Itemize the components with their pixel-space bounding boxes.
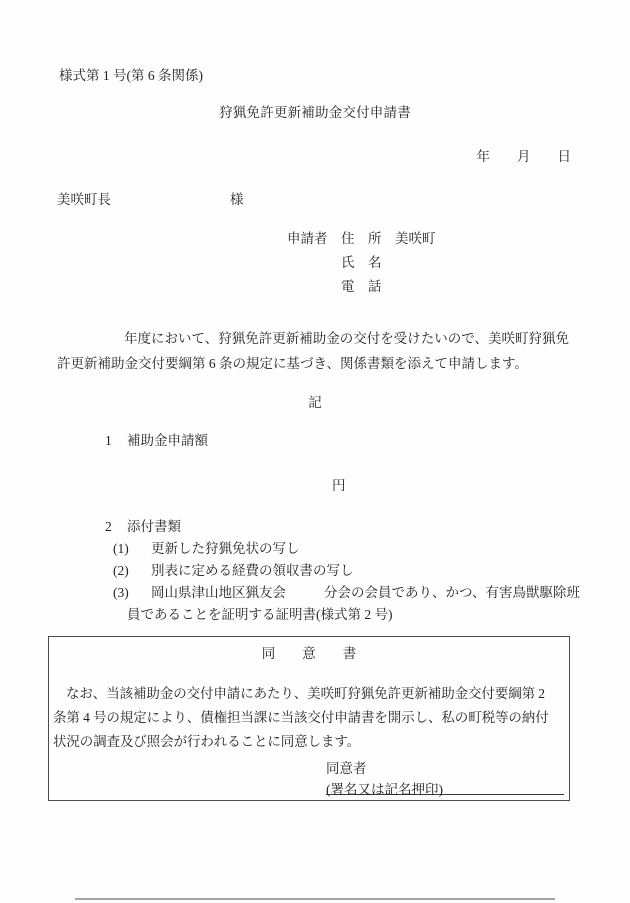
branch-name-blank — [286, 582, 324, 604]
applicant-address-row: 申請者 住 所 美咲町 — [287, 231, 436, 246]
attachment-row-1 — [113, 538, 580, 560]
consent-box — [48, 636, 570, 801]
attachment1-number: (1) — [113, 541, 129, 556]
signature-note: (署名又は記名押印) — [326, 782, 443, 797]
consent-signer-label: 同意者 — [326, 761, 367, 776]
attachment-row-2 — [113, 560, 580, 582]
document-title: 狩猟免許更新補助金交付申請書 — [219, 105, 411, 120]
attachment3-continuation: 員であることを証明する証明書(様式第 2 号) — [127, 607, 393, 622]
item1-number: 1 — [105, 433, 112, 448]
consent-line2: 条第 4 号の規定により、債権担当課に当該交付申請書を開示し、私の町税等の納付 — [53, 710, 549, 725]
attachment3-text-association: 岡山県津山地区猟友会 — [151, 585, 286, 600]
signature-line — [326, 778, 564, 795]
request-paragraph-line1: 年度において、狩猟免許更新補助金の交付を受けたいので、美咲町狩猟免 — [124, 331, 569, 346]
attachment2-text: 別表に定める経費の領収書の写し — [151, 563, 354, 578]
form-number: 様式第 1 号(第 6 条関係) — [59, 68, 203, 83]
item-subsidy-amount — [105, 429, 208, 449]
applicant-phone-row: 電 話 — [341, 279, 382, 294]
page-edge-scan-line — [75, 898, 555, 900]
item1-label: 補助金申請額 — [127, 433, 208, 448]
attachment2-number: (2) — [113, 563, 129, 578]
item2-label: 添付書類 — [127, 519, 181, 534]
item2-number: 2 — [105, 519, 112, 534]
record-marker: 記 — [308, 395, 322, 410]
attachment-row-3 — [113, 582, 580, 604]
attachment1-text: 更新した狩猟免状の写し — [151, 541, 300, 556]
consent-line3: 状況の調査及び照会が行われることに同意します。 — [53, 734, 361, 749]
item-attachments — [105, 515, 181, 535]
request-paragraph — [57, 326, 597, 376]
consent-line1: なお、当該補助金の交付申請にあたり、美咲町狩猟免許更新補助金交付要綱第 2 — [66, 686, 545, 701]
attachment-list — [113, 538, 580, 626]
consent-body — [49, 682, 569, 754]
attachment3-text-member: 分会の会員であり、かつ、有害鳥獣駆除班 — [324, 585, 580, 600]
addressee-name: 美咲町長 — [57, 192, 111, 207]
attachment3-number: (3) — [113, 585, 129, 600]
consent-title: 同 意 書 — [261, 646, 357, 661]
applicant-block — [287, 227, 436, 299]
amount-unit-label: 円 — [332, 478, 346, 493]
addressee-honorific: 様 — [230, 192, 244, 207]
request-paragraph-line2: 許更新補助金交付要綱第 6 条の規定に基づき、関係書類を添えて申請します。 — [57, 356, 528, 371]
date-line: 年 月 日 — [476, 149, 571, 164]
applicant-name-row: 氏 名 — [341, 255, 382, 270]
